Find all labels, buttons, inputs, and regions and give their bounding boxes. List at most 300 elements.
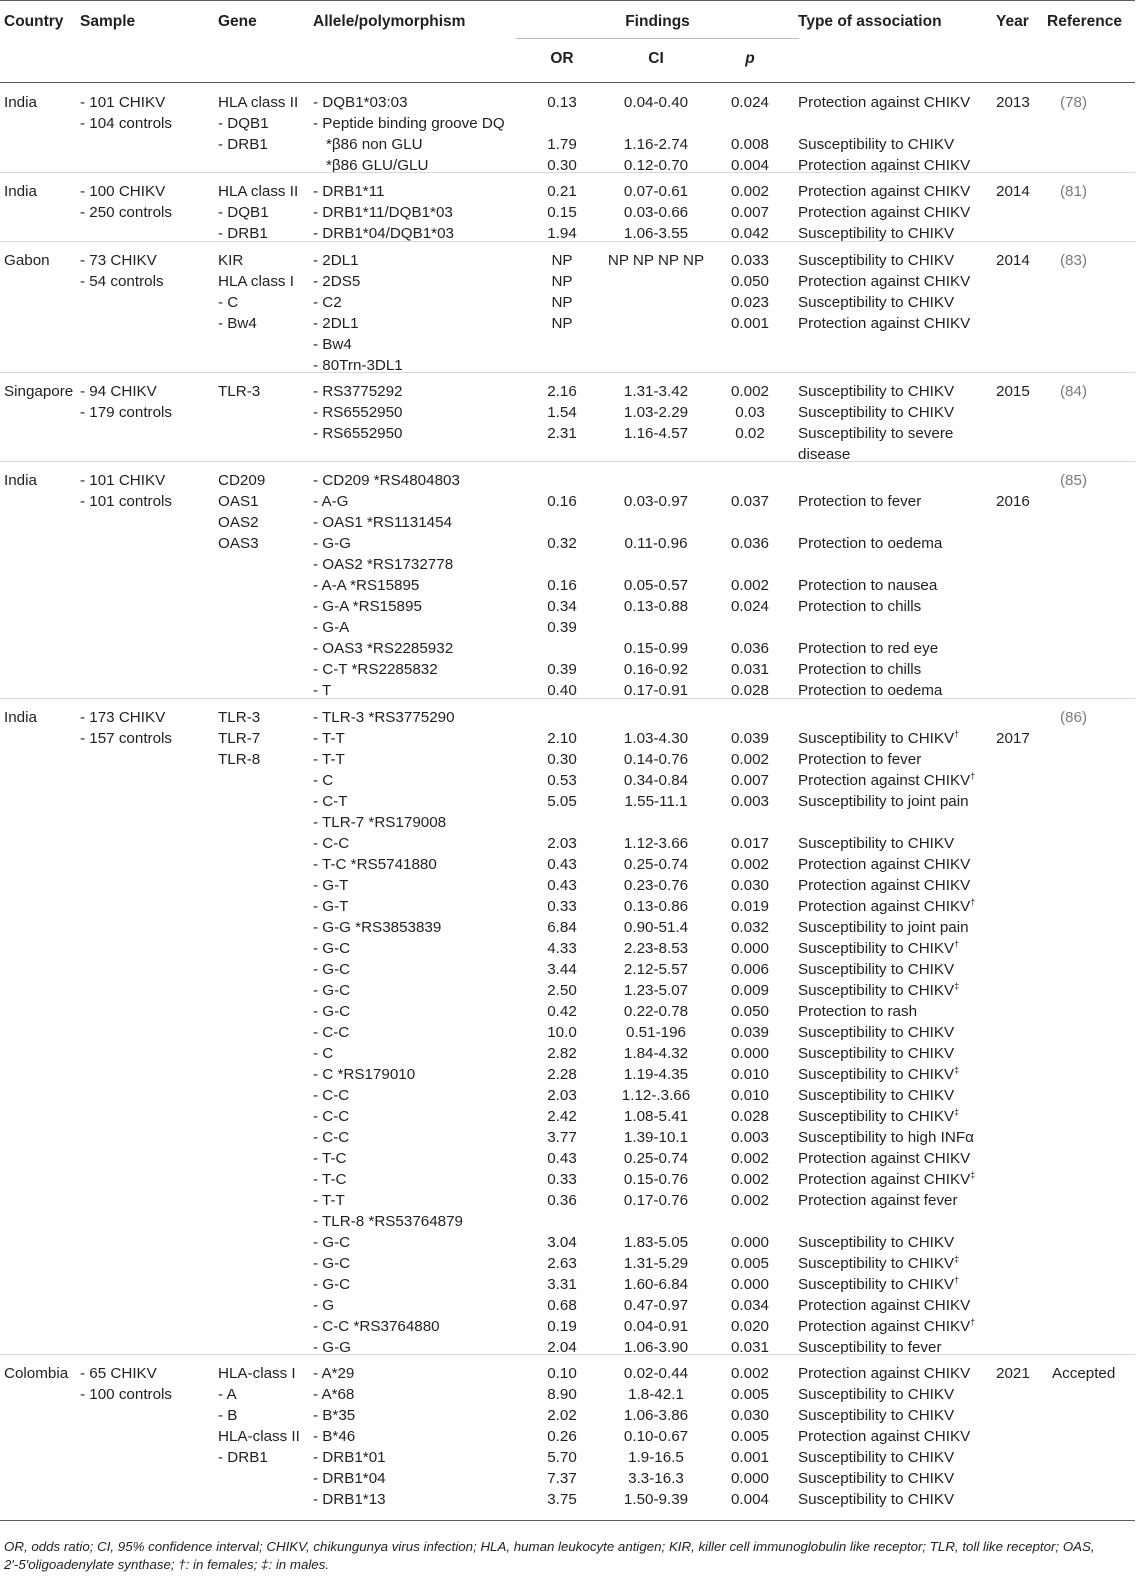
gene-cell: OAS1	[218, 493, 259, 510]
sample-cell: - 100 controls	[80, 1386, 173, 1403]
or-cell: 10.0	[547, 1024, 577, 1041]
allele-cell: - 80Trn-3DL1	[313, 357, 403, 374]
gene-cell: - DRB1	[218, 136, 268, 153]
sex-footnote-mark: †	[954, 1274, 960, 1285]
p-cell: 0.000	[730, 1045, 769, 1062]
association-text: Susceptibility to CHIKV	[798, 1407, 955, 1424]
ci-cell: 0.02-0.44	[623, 1365, 689, 1382]
gene-cell: HLA-class II	[218, 1428, 300, 1445]
association-cell	[798, 749, 921, 770]
p-cell: 0.031	[730, 1339, 769, 1356]
association-cell	[798, 1426, 970, 1447]
header-p: p	[745, 50, 755, 67]
allele-cell: - 2DS5	[313, 273, 361, 290]
or-cell: 0.68	[547, 1297, 577, 1314]
p-cell: 0.010	[730, 1066, 769, 1083]
p-cell: 0.001	[730, 1449, 769, 1466]
allele-cell: - RS6552950	[313, 425, 403, 442]
ci-cell: 1.31-3.42	[623, 383, 689, 400]
p-cell: 0.010	[730, 1087, 769, 1104]
allele-cell: - TLR-8 *RS53764879	[313, 1213, 463, 1230]
association-cell	[798, 533, 942, 554]
gene-cell: - DQB1	[218, 204, 269, 221]
sample-cell: - 54 controls	[80, 273, 164, 290]
p-cell: 0.050	[730, 273, 769, 290]
association-text: Protection against CHIKV	[798, 157, 971, 174]
or-cell: 2.03	[547, 835, 577, 852]
ci-cell: 0.13-0.86	[623, 898, 689, 915]
association-text: Protection against CHIKV	[798, 204, 971, 221]
p-cell: 0.004	[730, 157, 769, 174]
p-cell: 0.005	[730, 1255, 769, 1272]
association-text: Susceptibility to CHIKV	[798, 404, 955, 421]
sample-cell: - 101 controls	[80, 493, 173, 510]
or-cell: 3.31	[547, 1276, 577, 1293]
association-cell	[798, 292, 954, 313]
allele-cell: - 2DL1	[313, 315, 359, 332]
association-text: Susceptibility to fever	[798, 1339, 942, 1356]
or-cell: 0.15	[547, 204, 577, 221]
ci-cell: 1.03-2.29	[623, 404, 689, 421]
or-cell: 3.75	[547, 1491, 577, 1508]
p-cell: 0.02	[735, 425, 765, 442]
header-year: Year	[996, 13, 1029, 30]
p-cell: 0.033	[730, 252, 769, 269]
allele-cell: - C	[313, 1045, 334, 1062]
allele-cell: - C-C	[313, 1129, 350, 1146]
association-cell	[798, 381, 954, 402]
allele-cell: - G-T	[313, 877, 349, 894]
allele-cell: - DRB1*04/DQB1*03	[313, 225, 454, 242]
allele-cell: - G-C	[313, 1255, 351, 1272]
ci-cell: 1.39-10.1	[623, 1129, 689, 1146]
association-cell	[798, 638, 938, 659]
ci-cell: 1.12-3.66	[623, 835, 689, 852]
ci-cell: 1.83-5.05	[623, 1234, 689, 1251]
association-text: Susceptibility to CHIKV	[798, 225, 955, 242]
association-cell	[798, 1190, 958, 1211]
or-cell: 2.82	[547, 1045, 577, 1062]
country-cell: Gabon	[4, 252, 50, 269]
reference-cell: (83)	[1060, 252, 1088, 269]
association-cell	[798, 791, 969, 812]
association-cell	[798, 770, 975, 791]
gene-cell: - Bw4	[218, 315, 257, 332]
association-text: Susceptibility to CHIKV	[798, 383, 955, 400]
or-cell: 0.26	[547, 1428, 577, 1445]
association-cell	[798, 92, 970, 113]
year-cell: 2016	[996, 493, 1030, 510]
association-cell	[798, 1148, 970, 1169]
association-text: Susceptibility to high INFα	[798, 1129, 974, 1146]
block-separator	[0, 1354, 1135, 1355]
p-cell: 0.000	[730, 1470, 769, 1487]
association-text: Susceptibility to joint pain	[798, 919, 969, 936]
association-text: Susceptibility to CHIKV	[798, 136, 955, 153]
p-cell: 0.028	[730, 682, 769, 699]
allele-cell: - DRB1*01	[313, 1449, 386, 1466]
or-cell: 0.39	[547, 619, 577, 636]
sample-cell: - 101 CHIKV	[80, 472, 166, 489]
block-separator	[0, 698, 1135, 699]
association-text: Protection against CHIKV	[798, 273, 971, 290]
p-cell: 0.000	[730, 1234, 769, 1251]
allele-cell: - RS3775292	[313, 383, 403, 400]
gene-cell: HLA-class I	[218, 1365, 296, 1382]
or-cell: 2.02	[547, 1407, 577, 1424]
ci-cell: 0.10-0.67	[623, 1428, 689, 1445]
or-cell: 0.30	[547, 751, 577, 768]
p-cell: 0.024	[730, 94, 769, 111]
association-cell	[798, 938, 959, 959]
allele-cell: - C-T	[313, 793, 348, 810]
allele-cell: - OAS3 *RS2285932	[313, 640, 454, 657]
header-findings: Findings	[625, 13, 690, 30]
ci-cell: 1.8-42.1	[628, 1386, 684, 1403]
gene-cell: CD209	[218, 472, 266, 489]
association-text: Protection to red eye	[798, 640, 939, 657]
gene-cell: - DQB1	[218, 115, 269, 132]
reference-cell: Accepted	[1052, 1365, 1116, 1382]
association-text: Protection to rash	[798, 1003, 918, 1020]
ci-cell: 1.55-11.1	[624, 793, 688, 810]
allele-cell: - G-A	[313, 619, 350, 636]
gene-cell: HLA class II	[218, 183, 299, 200]
p-cell: 0.001	[730, 315, 769, 332]
or-cell: 0.33	[547, 1171, 577, 1188]
gene-cell: OAS3	[218, 535, 259, 552]
header-allele: Allele/polymorphism	[313, 13, 466, 30]
association-text: Susceptibility to CHIKV	[798, 940, 955, 957]
year-cell: 2014	[996, 183, 1030, 200]
sample-cell: - 179 controls	[80, 404, 173, 421]
allele-cell: - C-C	[313, 835, 350, 852]
association-text: Susceptibility to CHIKV	[798, 1024, 955, 1041]
association-cell	[798, 491, 921, 512]
country-cell: India	[4, 94, 37, 111]
allele-cell: - A*29	[313, 1365, 355, 1382]
table-top-rule	[0, 0, 1135, 1]
association-cell	[798, 1085, 954, 1106]
association-text: Susceptibility to CHIKV	[798, 1234, 955, 1251]
gene-cell: KIR	[218, 252, 244, 269]
allele-cell: - DRB1*11/DQB1*03	[313, 204, 453, 221]
or-cell: NP	[551, 294, 573, 311]
or-cell: 0.13	[547, 94, 577, 111]
gene-cell: HLA class I	[218, 273, 294, 290]
table-bottom-rule	[0, 1520, 1135, 1521]
ci-cell: 0.03-0.97	[623, 493, 689, 510]
association-cell	[798, 959, 954, 980]
p-cell: 0.036	[730, 640, 769, 657]
allele-cell: - G	[313, 1297, 335, 1314]
ci-cell: 1.16-4.57	[623, 425, 689, 442]
allele-cell: - G-G	[313, 1339, 351, 1356]
ci-cell: 2.23-8.53	[623, 940, 689, 957]
p-cell: 0.002	[730, 1150, 769, 1167]
or-cell: 0.30	[547, 157, 577, 174]
or-cell: NP	[551, 315, 573, 332]
p-cell: 0.008	[730, 136, 769, 153]
p-cell: 0.002	[730, 1192, 769, 1209]
ci-cell: 0.11-0.96	[624, 535, 688, 552]
or-cell: 2.31	[547, 425, 577, 442]
p-cell: 0.031	[730, 661, 769, 678]
year-cell: 2015	[996, 383, 1030, 400]
ci-cell: 0.16-0.92	[623, 661, 689, 678]
association-text: Protection against CHIKV	[798, 94, 971, 111]
association-text: Protection to oedema	[798, 535, 943, 552]
association-cell	[798, 1064, 959, 1085]
association-cell	[798, 313, 970, 334]
header-or: OR	[550, 50, 574, 67]
association-text: Protection to oedema	[798, 682, 943, 699]
association-text: Protection against CHIKV	[798, 1365, 971, 1382]
association-cell	[798, 1169, 975, 1190]
association-text: Susceptibility to CHIKV	[798, 1108, 955, 1125]
association-cell	[798, 854, 970, 875]
year-cell: 2017	[996, 730, 1030, 747]
or-cell: 0.42	[547, 1003, 577, 1020]
allele-cell: - DQB1*03:03	[313, 94, 408, 111]
or-cell: 1.94	[547, 225, 577, 242]
p-cell: 0.039	[730, 1024, 769, 1041]
or-cell: 2.10	[547, 730, 577, 747]
p-cell: 0.002	[730, 577, 769, 594]
association-text: Protection to nausea	[798, 577, 938, 594]
ci-cell: 1.19-4.35	[623, 1066, 689, 1083]
association-cell	[798, 1232, 954, 1253]
p-cell: 0.002	[730, 1365, 769, 1382]
gene-cell: HLA class II	[218, 94, 299, 111]
reference-cell: (85)	[1060, 472, 1088, 489]
association-text: Protection against CHIKV	[798, 877, 971, 894]
association-cell	[798, 1405, 954, 1426]
p-cell: 0.017	[730, 835, 769, 852]
or-cell: 3.77	[547, 1129, 577, 1146]
gene-cell: - DRB1	[218, 1449, 268, 1466]
association-cell	[798, 1253, 959, 1274]
sample-cell: - 104 controls	[80, 115, 173, 132]
reference-cell: (78)	[1060, 94, 1088, 111]
sex-footnote-mark: †	[970, 896, 976, 907]
findings-rule	[516, 38, 799, 39]
association-cell	[798, 1043, 954, 1064]
or-cell: 1.79	[547, 136, 577, 153]
reference-cell: (86)	[1060, 709, 1088, 726]
ci-cell: 0.47-0.97	[623, 1297, 689, 1314]
association-cell	[798, 1363, 970, 1384]
allele-cell: - G-G *RS3853839	[313, 919, 442, 936]
country-cell: India	[4, 183, 37, 200]
association-text: Protection to fever	[798, 751, 922, 768]
allele-cell: - G-C	[313, 1003, 351, 1020]
association-cell	[798, 1295, 970, 1316]
p-cell: 0.024	[730, 598, 769, 615]
gene-cell: - C	[218, 294, 239, 311]
reference-cell: (81)	[1060, 183, 1088, 200]
or-cell: 2.42	[547, 1108, 577, 1125]
ci-cell: 0.51-196	[626, 1024, 686, 1041]
association-text: Susceptibility to CHIKV	[798, 982, 955, 999]
or-cell: 0.32	[547, 535, 577, 552]
p-cell: 0.006	[730, 961, 769, 978]
allele-cell: - C-T *RS2285832	[313, 661, 438, 678]
allele-cell: - B*46	[313, 1428, 356, 1445]
or-cell: 0.33	[547, 898, 577, 915]
or-cell: 2.28	[547, 1066, 577, 1083]
year-cell: 2013	[996, 94, 1030, 111]
p-cell: 0.030	[730, 1407, 769, 1424]
p-cell: 0.003	[730, 793, 769, 810]
p-cell: 0.039	[730, 730, 769, 747]
year-cell: 2021	[996, 1365, 1030, 1382]
sample-cell: - 173 CHIKV	[80, 709, 166, 726]
gene-cell: - A	[218, 1386, 237, 1403]
p-cell: 0.002	[730, 856, 769, 873]
or-cell: 0.16	[547, 493, 577, 510]
or-cell: 7.37	[547, 1470, 577, 1487]
ci-cell: 0.22-0.78	[623, 1003, 689, 1020]
header-country: Country	[4, 13, 64, 30]
or-cell: 4.33	[547, 940, 577, 957]
ci-cell: 1.23-5.07	[623, 982, 689, 999]
ci-cell: 0.15-0.76	[623, 1171, 689, 1188]
table-footnote: OR, odds ratio; CI, 95% confidence interval; CHIKV, chikungunya virus infection; HLA, human leukocyte antigen; KIR, killer cell immunoglobulin like receptor; TLR, toll like receptor; OAS, 2′-5′oligoadenylate synthase; †: in females; ‡: in males.	[4, 1539, 1095, 1572]
allele-cell: - T	[313, 682, 332, 699]
p-cell: 0.002	[730, 183, 769, 200]
association-cell	[798, 575, 937, 596]
allele-cell: - C2	[313, 294, 342, 311]
or-cell: NP	[551, 252, 573, 269]
ci-cell: 0.17-0.91	[623, 682, 689, 699]
p-cell: 0.002	[730, 383, 769, 400]
association-text: Protection against CHIKV	[798, 898, 971, 915]
allele-cell: - A-A *RS15895	[313, 577, 420, 594]
association-text: Susceptibility to CHIKV	[798, 1449, 955, 1466]
association-cell	[798, 917, 969, 938]
p-cell: 0.009	[730, 982, 769, 999]
ci-cell: 3.3-16.3	[628, 1470, 684, 1487]
association-cell	[798, 1274, 959, 1295]
sample-cell: - 94 CHIKV	[80, 383, 157, 400]
or-cell: 0.21	[547, 183, 577, 200]
or-cell: 0.10	[547, 1365, 577, 1382]
sample-cell: - 250 controls	[80, 204, 173, 221]
association-cell	[798, 1316, 975, 1337]
ci-cell: 1.03-4.30	[623, 730, 689, 747]
ci-cell: 1.08-5.41	[623, 1108, 689, 1125]
allele-cell: - T-C *RS5741880	[313, 856, 437, 873]
or-cell: 5.70	[547, 1449, 577, 1466]
association-text: Protection to chills	[798, 661, 922, 678]
ci-cell: 0.04-0.91	[623, 1318, 689, 1335]
association-text: disease	[798, 446, 851, 463]
association-cell	[798, 402, 954, 423]
allele-cell: - T-T	[313, 730, 345, 747]
ci-cell: 0.25-0.74	[623, 1150, 689, 1167]
allele-cell: - OAS1 *RS1131454	[313, 514, 453, 531]
association-text: Protection against CHIKV	[798, 1150, 971, 1167]
association-text: Susceptibility to CHIKV	[798, 1276, 955, 1293]
association-text: Susceptibility to joint pain	[798, 793, 969, 810]
association-text: Susceptibility to CHIKV	[798, 294, 955, 311]
association-text: Protection to chills	[798, 598, 922, 615]
association-text: Protection against CHIKV	[798, 856, 971, 873]
association-cell	[798, 1468, 954, 1489]
p-cell: 0.000	[730, 940, 769, 957]
association-cell	[798, 1022, 954, 1043]
association-text: Protection against CHIKV	[798, 772, 971, 789]
or-cell: 0.36	[547, 1192, 577, 1209]
allele-cell: - G-C	[313, 961, 351, 978]
ci-cell: 1.50-9.39	[623, 1491, 689, 1508]
or-cell: 3.44	[547, 961, 577, 978]
ci-cell: 1.12-.3.66	[621, 1087, 691, 1104]
sex-footnote-mark: †	[954, 728, 960, 739]
block-separator	[0, 172, 1135, 173]
p-cell: 0.028	[730, 1108, 769, 1125]
association-text: Susceptibility to CHIKV	[798, 252, 955, 269]
p-cell: 0.032	[730, 919, 769, 936]
p-cell: 0.034	[730, 1297, 769, 1314]
association-text: Susceptibility to CHIKV	[798, 961, 955, 978]
header-type: Type of association	[798, 13, 942, 30]
p-cell: 0.023	[730, 294, 769, 311]
association-cell	[798, 1127, 974, 1148]
ci-cell: 1.84-4.32	[623, 1045, 689, 1062]
association-text: Protection to fever	[798, 493, 922, 510]
allele-cell: *β86 non GLU	[326, 136, 423, 153]
ci-cell: 0.03-0.66	[623, 204, 689, 221]
ci-cell: 0.23-0.76	[623, 877, 689, 894]
association-cell	[798, 134, 954, 155]
association-cell	[798, 728, 959, 749]
or-cell: NP	[551, 273, 573, 290]
sex-footnote-mark: ‡	[954, 1253, 960, 1264]
ci-cell: NP NP NP NP	[607, 252, 705, 269]
or-cell: 0.43	[547, 856, 577, 873]
allele-cell: - C *RS179010	[313, 1066, 416, 1083]
or-cell: 2.50	[547, 982, 577, 999]
header-bottom-rule	[0, 82, 1135, 83]
allele-cell: - A*68	[313, 1386, 355, 1403]
allele-cell: - G-C	[313, 982, 351, 999]
ci-cell: 0.07-0.61	[623, 183, 689, 200]
or-cell: 0.43	[547, 877, 577, 894]
allele-cell: - A-G	[313, 493, 349, 510]
sex-footnote-mark: †	[970, 1316, 976, 1327]
association-cell	[798, 202, 970, 223]
or-cell: 0.34	[547, 598, 577, 615]
association-text: Protection against CHIKV	[798, 1297, 971, 1314]
association-text: Susceptibility to CHIKV	[798, 1087, 955, 1104]
ci-cell: 0.14-0.76	[623, 751, 689, 768]
p-cell: 0.002	[730, 751, 769, 768]
association-text: Susceptibility to CHIKV	[798, 1045, 955, 1062]
allele-cell: - DRB1*04	[313, 1470, 386, 1487]
association-cell	[798, 1384, 954, 1405]
association-text: Susceptibility to CHIKV	[798, 1066, 955, 1083]
p-cell: 0.007	[730, 772, 769, 789]
or-cell: 0.53	[547, 772, 577, 789]
block-separator	[0, 241, 1135, 242]
association-text: Protection against CHIKV	[798, 1318, 971, 1335]
association-text: Protection against CHIKV	[798, 315, 971, 332]
ci-cell: 0.12-0.70	[623, 157, 689, 174]
association-cell	[798, 833, 954, 854]
p-cell: 0.003	[730, 1129, 769, 1146]
